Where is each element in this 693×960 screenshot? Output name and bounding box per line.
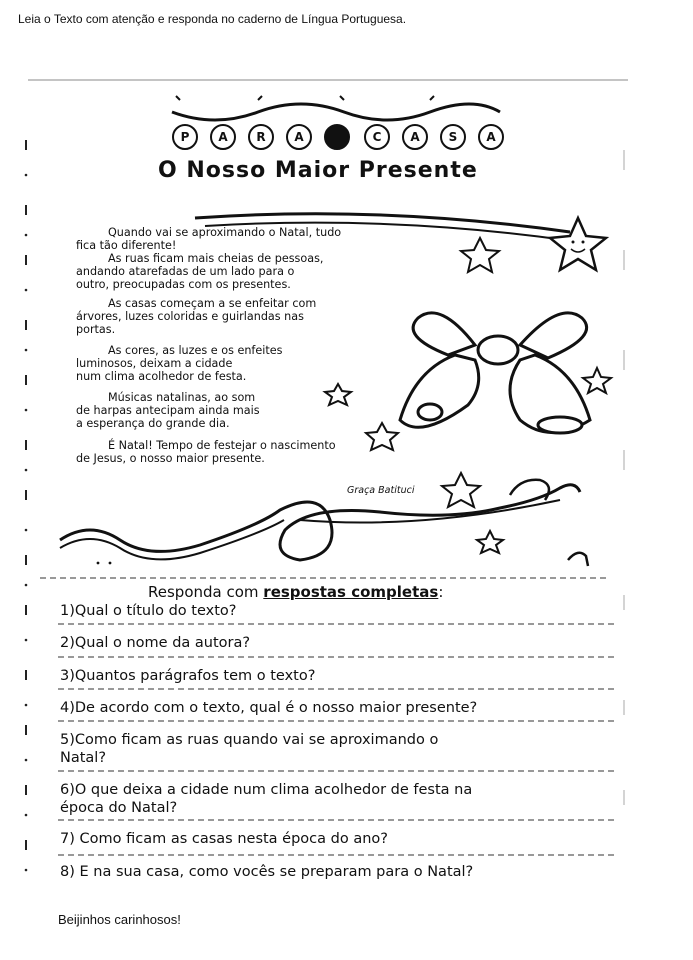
story-line: luminosos, deixam a cidade [76,357,233,370]
response-heading-prefix: Responda com [148,583,264,601]
lights-wire-ticks [176,96,434,100]
closing-text: Beijinhos carinhosos! [58,912,181,927]
story-line: andando atarefadas de um lado para o [76,265,295,278]
light-bulb: A [286,124,312,150]
story-line: Quando vai se aproximando o Natal, tudo [108,226,342,239]
light-bulb: A [402,124,428,150]
light-bulb: C [364,124,390,150]
story-line: outro, preocupadas com os presentes. [76,278,291,291]
question-1: 1)Qual o título do texto? [60,603,237,619]
ribbon-curl [568,553,588,566]
question-6-continued: época do Natal? [60,800,178,816]
story-line: a esperança do grande dia. [76,417,230,430]
christmas-bells-icon [400,313,590,433]
response-heading-emphasis: respostas completas [263,583,439,601]
star-icon [366,423,398,450]
story-line: de Jesus, o nosso maior presente. [76,452,265,465]
star-icon [325,384,351,405]
light-bulb: P [172,124,198,150]
star-icon [461,238,499,272]
story-line: As casas começam a se enfeitar com [108,297,317,310]
ribbon-swirl [60,485,580,560]
story-line: de harpas antecipam ainda mais [76,404,260,417]
story-line: É Natal! Tempo de festejar o nascimento [108,439,336,452]
left-margin-dots [25,174,28,872]
star-icon [442,473,480,507]
star-icon [477,531,503,553]
story-line: As ruas ficam mais cheias de pessoas, [108,252,324,265]
question-5: 5)Como ficam as ruas quando vai se aproximando o [60,732,439,748]
instruction-text: Leia o Texto com atenção e responda no caderno de Língua Portuguesa. [18,12,407,26]
light-bulb: A [210,124,236,150]
question-2: 2)Qual o nome da autora? [60,635,251,651]
response-heading-suffix: : [438,583,444,601]
story-line: fica tão diferente! [76,239,177,252]
story-line: Músicas natalinas, ao som [108,391,256,404]
story-author: Graça Batituci [347,485,415,496]
question-7: 7) Como ficam as casas nesta época do ano? [60,831,388,847]
smiling-star-icon [550,218,606,270]
question-3: 3)Quantos parágrafos tem o texto? [60,668,316,684]
question-5-continued: Natal? [60,750,107,766]
question-4: 4)De acordo com o texto, qual é o nosso maior presente? [60,700,478,716]
light-bulb: R [248,124,274,150]
story-line: árvores, luzes coloridas e guirlandas nas [76,310,304,323]
story-line: portas. [76,323,116,336]
question-6: 6)O que deixa a cidade num clima acolhedor de festa na [60,782,473,798]
response-heading [148,583,443,601]
star-icon [583,368,611,393]
story-line: num clima acolhedor de festa. [76,370,247,383]
light-bulb: A [478,124,504,150]
banner-lights [168,116,508,156]
light-bulb: S [440,124,466,150]
story-line: As cores, as luzes e os enfeites [108,344,283,357]
light-bulb-filled [324,124,350,150]
question-8: 8) E na sua casa, como vocês se preparam para o Natal? [60,864,474,880]
story-title: O Nosso Maior Presente [158,158,478,183]
